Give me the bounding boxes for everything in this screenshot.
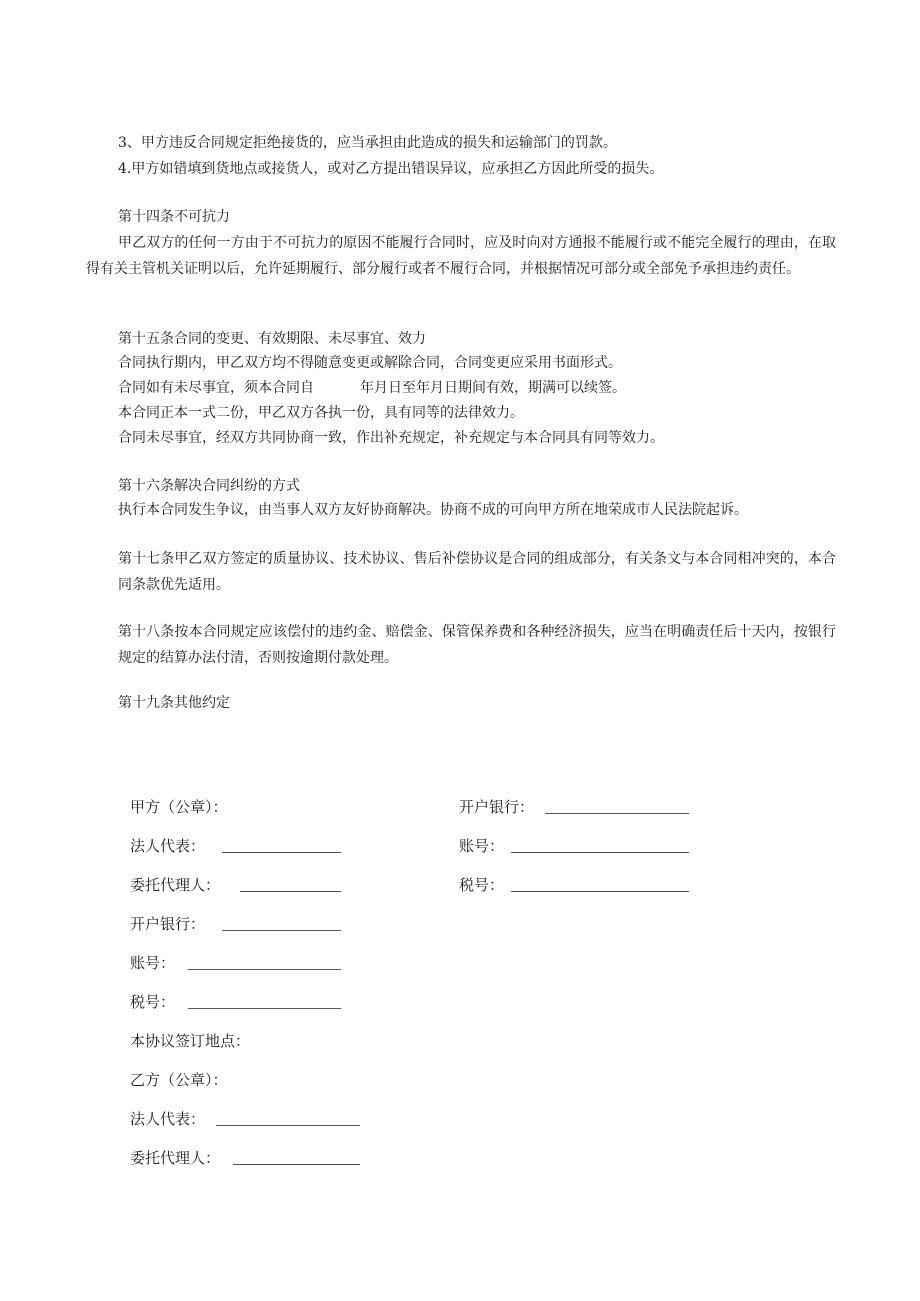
legal-rep-label: 法人代表： xyxy=(130,837,206,855)
bank-label: 开户银行： xyxy=(130,915,206,933)
party-b-label: 乙方（公章）： xyxy=(130,1071,228,1089)
b-legal-rep-label: 法人代表： xyxy=(130,1110,206,1128)
article-16-body: 执行本合同发生争议，由当事人双方友好协商解决。协商不成的可向甲方所在地荣成市人民法院起诉。 xyxy=(118,502,748,518)
article-14-title: 第十四条不可抗力 xyxy=(118,209,230,225)
bank-blank[interactable] xyxy=(222,930,341,931)
article-15-line-3: 本合同正本一式二份，甲乙双方各执一份，具有同等的法律效力。 xyxy=(118,405,524,421)
article-15-line-2 xyxy=(118,378,626,398)
article-16-title: 第十六条解决合同纠纷的方式 xyxy=(118,478,300,494)
article-17-body: 第十七条甲乙双方签定的质量协议、技术协议、售后补偿协议是合同的组成部分，有关条文与本合同相冲突的，本合同条款优先适用。 xyxy=(118,551,836,593)
article-15-line-2-part-a: 合同如有未尽事宜，须本合同自 xyxy=(118,380,314,396)
right-tax-label: 税号： xyxy=(459,876,505,894)
right-bank-blank[interactable] xyxy=(545,813,689,814)
agent-label: 委托代理人： xyxy=(130,876,221,894)
article-15-line-4: 合同未尽事宜，经双方共同协商一致，作出补充规定，补充规定与本合同具有同等效力。 xyxy=(118,430,664,446)
tax-label: 税号： xyxy=(130,993,176,1011)
article-15-line-1: 合同执行期内，甲乙双方均不得随意变更或解除合同，合同变更应采用书面形式。 xyxy=(118,355,622,371)
agent-blank[interactable] xyxy=(240,891,341,892)
article-15-title: 第十五条合同的变更、有效期限、未尽事宜、效力 xyxy=(118,331,426,347)
account-label: 账号： xyxy=(130,954,176,972)
article-15-line-2-part-b: 年月日至年月日期间有效，期满可以续签。 xyxy=(360,380,626,396)
right-account-blank[interactable] xyxy=(511,852,689,853)
article-18-body: 第十八条按本合同规定应该偿付的违约金、赔偿金、保管保养费和各种经济损失，应当在明确责任后十天内，按银行规定的结算办法付清，否则按逾期付款处理。 xyxy=(118,624,836,666)
b-agent-label: 委托代理人： xyxy=(130,1149,221,1167)
b-agent-blank[interactable] xyxy=(233,1164,360,1165)
account-blank[interactable] xyxy=(188,969,341,970)
party-a-label: 甲方（公章）： xyxy=(130,798,228,816)
article-19-title: 第十九条其他约定 xyxy=(118,695,230,711)
clause-item-4: 4.甲方如错填到货地点或接货人，或对乙方提出错误异议，应承担乙方因此所受的损失。 xyxy=(118,161,664,177)
article-14-body: 甲乙双方的任何一方由于不可抗力的原因不能履行合同时，应及时向对方通报不能履行或不能完全履行的理由，在取得有关主管机关证明以后，允许延期履行、部分履行或者不履行合同，并根据情况可部分或全部免予承担违约责任。 xyxy=(86,235,836,277)
sign-place-label: 本协议签订地点： xyxy=(130,1032,251,1050)
legal-rep-blank[interactable] xyxy=(222,852,341,853)
right-tax-blank[interactable] xyxy=(511,891,689,892)
right-account-label: 账号： xyxy=(459,837,505,855)
tax-blank[interactable] xyxy=(188,1008,341,1009)
b-legal-rep-blank[interactable] xyxy=(216,1125,360,1126)
clause-item-3: 3、甲方违反合同规定拒绝接货的，应当承担由此造成的损失和运输部门的罚款。 xyxy=(118,135,617,151)
right-bank-label: 开户银行： xyxy=(459,798,535,816)
